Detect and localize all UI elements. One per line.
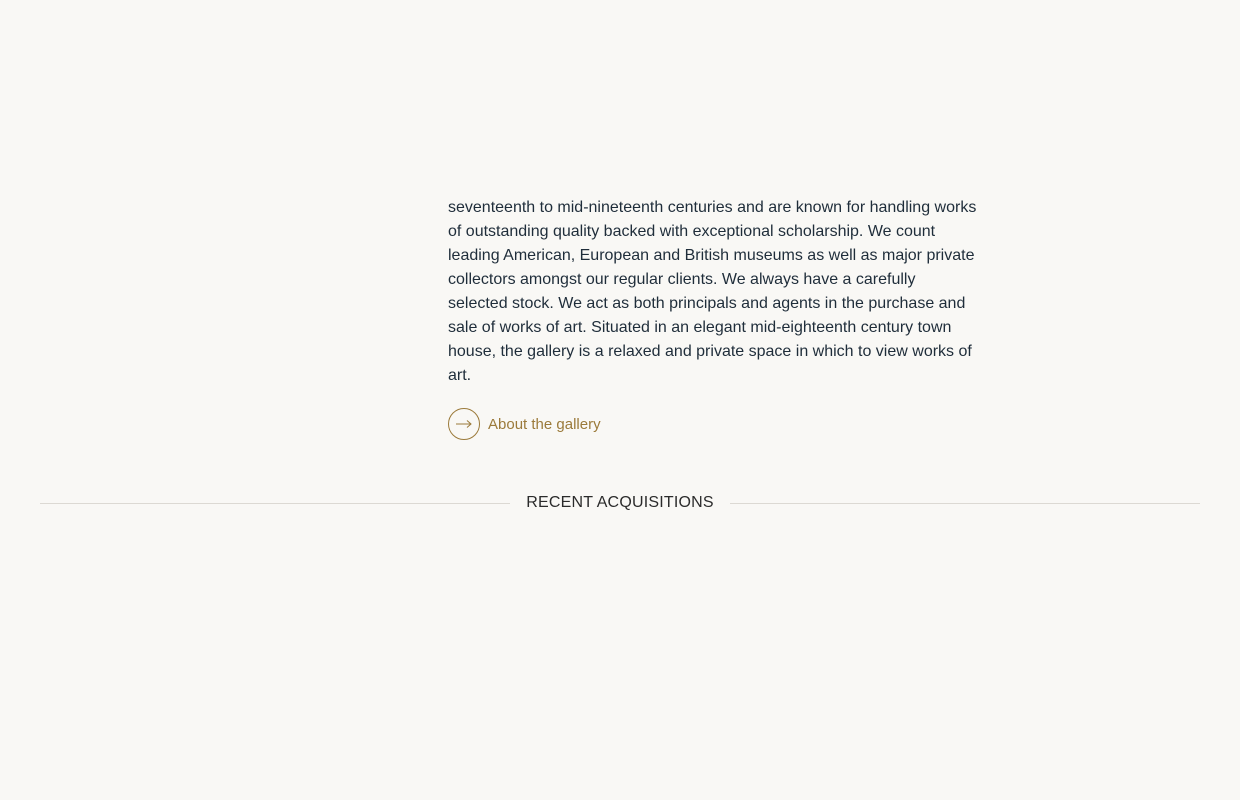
gallery-intro-text: seventeenth to mid-nineteenth centuries and are known for handling works of outstanding quality backed with exceptional scholarship. We count leading American, European and British museums as well as major private collectors amongst our regular clients. We always have a carefully selected stock. We act as both principals and agents in the purchase and sale of works of art. Situated in an elegant mid-eighteenth century town house, the gallery is a relaxed and private space in which to view works of art. [448, 199, 977, 384]
about-gallery-label: About the gallery [488, 415, 601, 433]
divider-line-right [730, 503, 1200, 504]
arrow-right-circle-icon [448, 408, 480, 440]
recent-acquisitions-title: RECENT ACQUISITIONS [526, 494, 714, 511]
recent-acquisitions-header [40, 492, 1200, 514]
divider-line-left [40, 503, 510, 504]
about-gallery-link[interactable] [448, 408, 601, 440]
